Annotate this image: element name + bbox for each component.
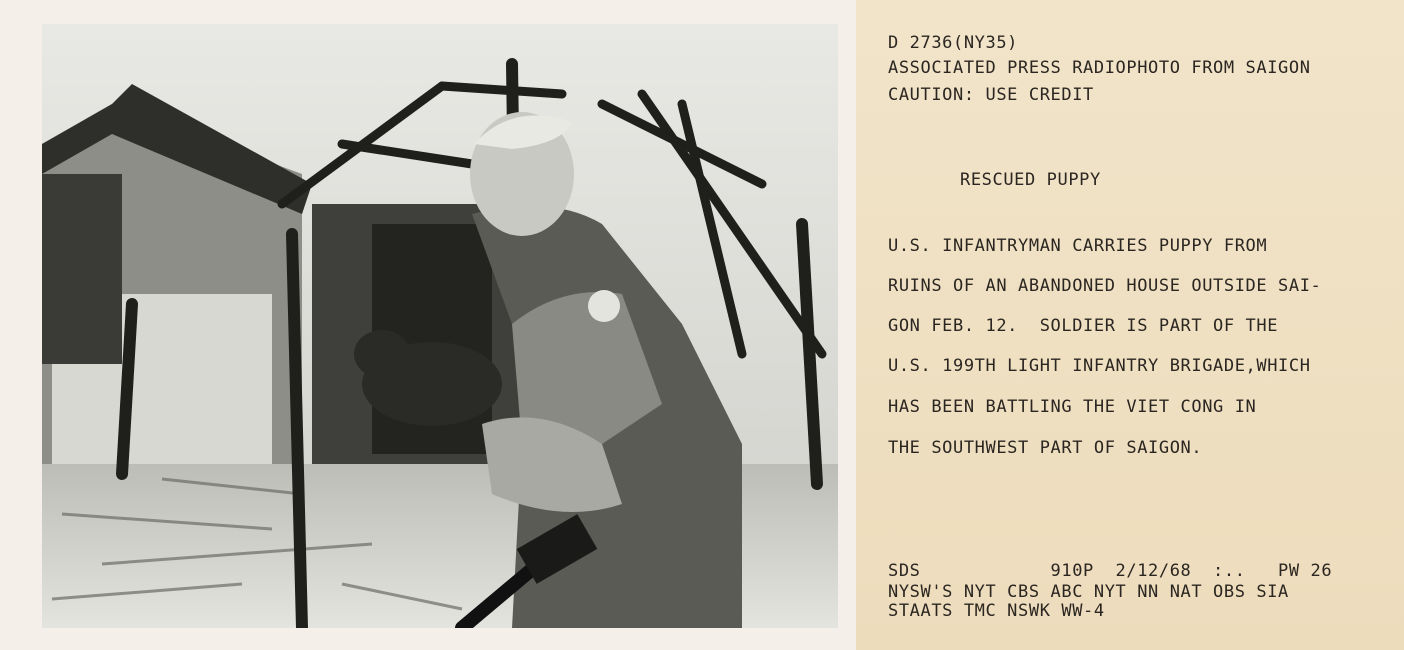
caption-body-line: RUINS OF AN ABANDONED HOUSE OUTSIDE SAI- (888, 276, 1322, 296)
header-line-ref: D 2736(NY35) (888, 33, 1019, 53)
caption-card (856, 0, 1404, 650)
footer-line-dateline: SDS 910P 2/12/68 :.. PW 26 (888, 561, 1333, 581)
caption-body-line: U.S. 199TH LIGHT INFANTRY BRIGADE,WHICH (888, 356, 1311, 376)
footer-line-distribution-2: STAATS TMC NSWK WW-4 (888, 601, 1105, 621)
caption-body-line: THE SOUTHWEST PART OF SAIGON. (888, 438, 1203, 458)
photo-illustration (42, 24, 838, 628)
header-line-source: ASSOCIATED PRESS RADIOPHOTO FROM SAIGON (888, 58, 1311, 78)
caption-body-line: HAS BEEN BATTLING THE VIET CONG IN (888, 397, 1257, 417)
caption-body-line: U.S. INFANTRYMAN CARRIES PUPPY FROM (888, 236, 1268, 256)
header-line-credit: CAUTION: USE CREDIT (888, 85, 1094, 105)
press-photo (42, 24, 838, 628)
caption-body-line: GON FEB. 12. SOLDIER IS PART OF THE (888, 316, 1279, 336)
footer-line-distribution: NYSW'S NYT CBS ABC NYT NN NAT OBS SIA (888, 582, 1289, 602)
headline: RESCUED PUPPY (960, 170, 1101, 190)
